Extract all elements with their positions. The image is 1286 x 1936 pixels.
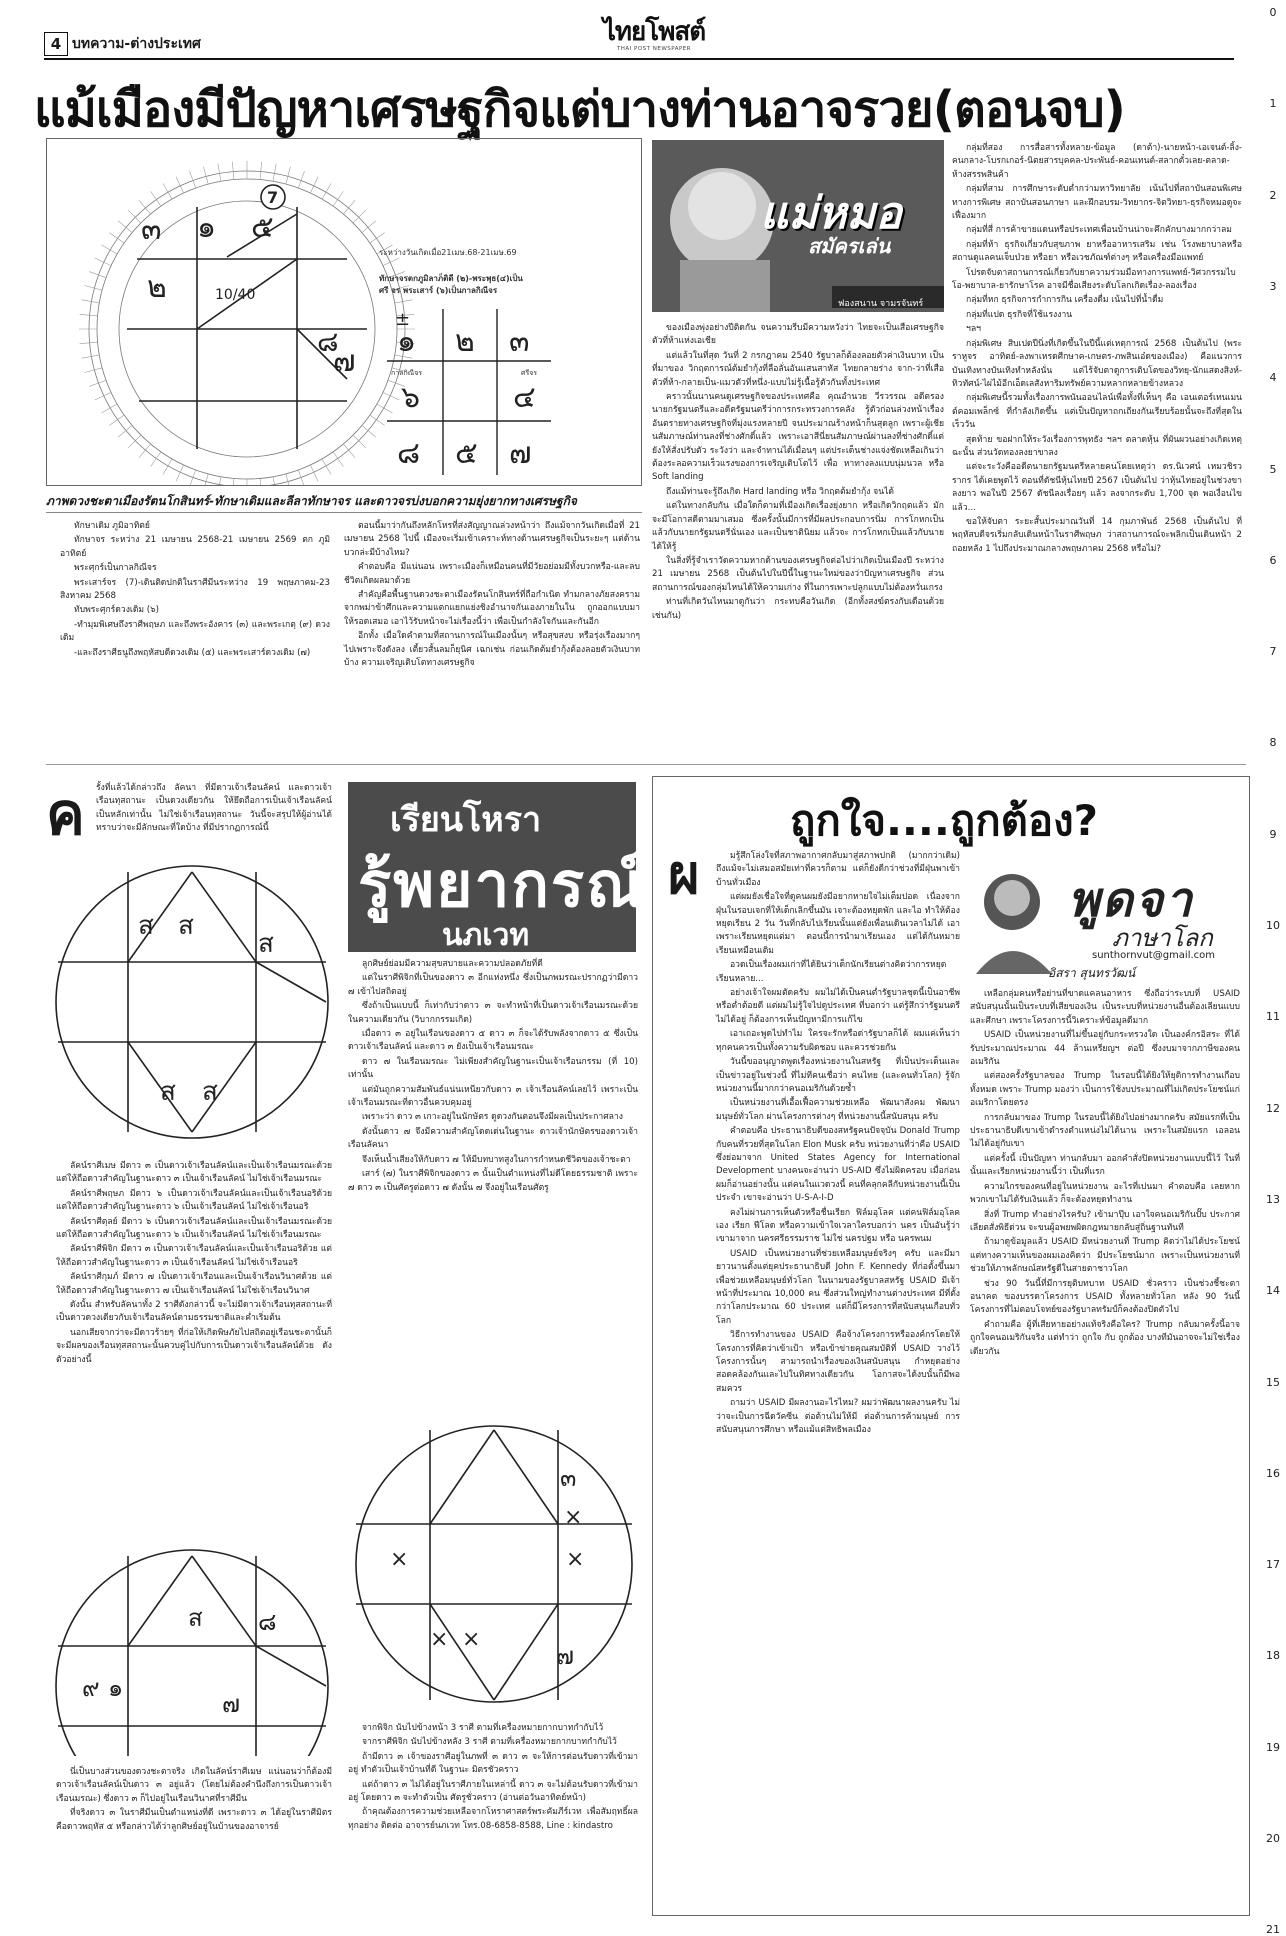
chart-num-6: ๘ <box>317 325 339 358</box>
opinion-right-paragraph: การกลับมาของ Trump ในรอบนี้ได้ยิงไปอย่างมากครับ สมัยแรกที่เป็นประธานาธิบดีเขาเข้าดำรงตำแหน่งไม่ได้นาน เพราะในสมัยแรก เอลอนไม่ได้อยู่กับเขา <box>970 1112 1240 1150</box>
sun-ray <box>82 300 100 303</box>
mor-column-author: ฟองสนาน จามรจันทร์ <box>838 299 924 309</box>
caption-rule <box>46 512 642 513</box>
horaa-title-2: รู้พยากรณ์ <box>358 848 646 921</box>
sun-ray <box>273 164 276 182</box>
mor-column-paragraph: คราวนั้นนานคนดูเศรษฐกิจของประเทศคือ คุณอำนวย วีรวรรณ อดีตรองนายกรัฐมนตรีและอดีตรัฐมนตรีว่าการกระทรวงการคลัง รู้ตัวก่อนล่วงหน้าเรื่องอันตรายทางเศรษฐกิจที่มุ่งแรงหลายปี จนประมาณร้างหน้าก็นสุดลูก เพราะผู้เชียนสัมภาษณ์ท่านลงที่ช่างศักดิ์แล้ว เพราะเอาสีนี่ยนสัมภาษณ์ผ่านลงที่ช่างศักดิ์แต่ยังให้สั่งปรับตัว ระวังว่า และจำทานได้เมื่อนๆ แต่ประเด็นช่างแจ่งชัดเหลือเกินว่า ต้องระลอความเร็วแรงของการเจริญเติบโตไว้ เพื่อ หาทางลงแบบนุ่มนวล หรือ Soft landing <box>652 392 944 483</box>
margin-number: 14 <box>1266 1284 1280 1298</box>
opinion-left-paragraph: อวดเป็นเรื่องผมเก่าที่ได้ยินว่าเด็กนักเรียนต่างคิดว่าการหยุดเรียนหลาย... <box>716 960 947 984</box>
author-name: อิสรา สุนทรวัฒน์ <box>1048 966 1136 980</box>
horaa-title-1: เรียนโหรา <box>390 800 542 840</box>
margin-number: 18 <box>1266 1649 1280 1663</box>
grid-label-left: กาลกิณีจร <box>391 369 423 377</box>
margin-number: 17 <box>1266 1558 1280 1572</box>
grid-cell-4: ๖ <box>401 380 421 415</box>
chart-num-5: ๗ <box>333 344 356 379</box>
page-number: 4 <box>44 32 68 56</box>
sun-ray <box>370 233 385 243</box>
sun-ray <box>353 210 366 223</box>
sun-ray <box>395 300 413 303</box>
grid-top-mark: ± <box>395 309 411 330</box>
margin-number: 5 <box>1269 462 1277 476</box>
sun-ray <box>85 368 102 373</box>
mor-column-paragraph: แต่แล้วในที่สุด วันที่ 2 กรกฎาคม 2540 รัฐบาลก็ต้องลอยตัวค่าเงินบาท เป็นที่มาของ วิกฤตการณ์ต้มยำกุ้งที่ลือลั่นอันแสนสาหัส ไทยกลายร่าง จาก-ว่าที่เสือตัวที่ห้า-กลายเป็น-แมวตัวที่หนึ่ง-แบบไม่รู้เนื้อรู้ตัวกันทั้งประเทศ <box>652 350 944 388</box>
sun-ray <box>377 404 393 413</box>
article-left-paragraph: พระศุกร์เป็นกาลกิณีจร <box>74 563 157 574</box>
sun-ray <box>82 355 100 358</box>
right-top-paragraph: ขอให้จับตา ระยะสั้นประมาณวันที่ 14 กุมภาพันธ์ 2568 เป็นต้นไป ที่พฤหัสบดีจรเริ่มกลับเดินหน้าในราศีพฤษภ ว่าสถานการณ์จะพลิกเป็นเดินหน้า 2 ถอยหลัง 1 ไปถึงประมาณกลางพฤษภาคม 2568 หรือไม่? <box>952 516 1242 554</box>
mor-column-text <box>652 322 944 623</box>
horaa-dropcap: ค <box>46 780 85 848</box>
mor-column-paragraph: แต่ในทางกลับกัน เมื่อใดก็ตามที่เมืองเกิดเรื่องยุ่งยาก หรือเกิดวิกฤตแล้ว มักจะมีโอกาสดีตามมาเสมอ ซึ่งครั้งนั้นมีการที่มีผลประกอบการนิ่ม การโกหกเป็นแล้วกับนายกรัฐมนตรีนั่นเอง และเป็นชาตินิยม แล้วจะ การโกหกเป็นแล้วกับนาย ได้ให้รู้ <box>652 501 944 552</box>
chart-caption: ภาพดวงชะตาเมืองรัตนโกสินทร์-ทักษาเดิมและลีลาทักษาจร และดาวจรบ่งบอกความยุ่งยากทางเศรษฐกิจ <box>46 494 577 508</box>
grid-cell-7: ๕ <box>455 436 478 471</box>
opinion-right-paragraph: ถ้ามาดูข้อมูลแล้ว USAID มีหน่วยงานที่ Trump คิดว่าไม่ได้ประโยชน์ แต่ทางความเห็นของผมเองคิดว่า มีประโยชน์มาก เพราะเป็นหน่วยงานที่ช่วยให้ภาพลักษณ์สหรัฐดีในสายตาชาวโลก <box>970 1237 1240 1275</box>
grid-cell-8: ๗ <box>509 436 532 471</box>
sun-ray <box>85 286 102 291</box>
headline: แม้เมืองมีปัญหาเศรษฐกิจแต่บางท่านอาจรวย(ตอนจบ) <box>34 81 1125 138</box>
opinion-left-paragraph: วันนี้ขออนุญาตพูดเรื่องหน่วยงานในสหรัฐ ที่เป็นประเด็นและเป็นข่าวอยู่ในช่วงนี้ ที่ไม่ทีคนเชื่อว่า คนไทย (และคนทั่วโลก) รู้จักหน่วยงานนี้มากกว่าคนอเมริกันด้วยซ้ำ <box>716 1057 960 1094</box>
opinion-right-paragraph: แต่ครั้งนี้ เป็นปัญหา ท่านกลับมา ออกคำสั่งปิดหน่วยงานแบบนี้ไว้ ในที่นั้นและเรียกหน่วยงานนี้ว่า เป็นที่แรก <box>970 1153 1240 1178</box>
margin-number: 20 <box>1266 1832 1280 1845</box>
sun-ray <box>109 415 124 425</box>
wheel3-mark-7: ๗ <box>556 1642 575 1670</box>
opinion-left-paragraph: เอาเถอะพูดไปทำไม ใครจะรักหรือด่ารัฐบาลก็ได้ ผมแค่เห็นว่า ทุกคนควรเป็นทั้งความรับผิดชอบ และควรช่วยกัน <box>716 1029 960 1053</box>
chart-fraction: 10/40 <box>215 287 256 303</box>
horaa-right-paragraph: เสาร์ (๗) ในราศีพิจิกของดาว ๓ นั้นเป็นตำแหน่งที่ไม่ดีโดยธรรมชาติ เพราะ ๗ ดาว ๓ เป็นศัตรูต่อดาว ๗ ดังนั้น ๗ จึงอยู่ในเรือนศัตรู <box>348 1169 638 1193</box>
opinion-title: ถูกใจ....ถูกต้อง? <box>790 796 1099 845</box>
article-left-col2-paragraph: อีกทั้ง เมื่อใดคำตามที่สถานการณ์ในเมืองนั้นๆ หรือสุขสงบ หรือรุ่งเรืองมากๆ ไปเพราะจึงดังลง เตี้ยวสั้นลมก็ยุนิศ เฉกเช่น ก่อนเกิดต้มยำกุ้งต้องลอยตัวเงินบาทบ้าง ความเจริญเติบโตทางเศรษฐกิจ <box>344 631 640 669</box>
horoscope-chart-box <box>46 138 642 486</box>
sun-ray <box>322 459 331 475</box>
margin-number: 8 <box>1269 736 1277 750</box>
wheel1-mark-2: ส <box>178 911 194 941</box>
wheel3-mark-6: × <box>462 1627 481 1652</box>
margin-number: 3 <box>1269 279 1277 293</box>
wheel1-mark-1: ส <box>138 911 154 941</box>
wheel2-mark-1: ส <box>188 1604 203 1632</box>
sun-ray <box>102 404 118 413</box>
opinion-left-paragraph: เป็นหน่วยงานที่เอื้อเฟื้อความช่วยเหลือ พัฒนาสังคม พัฒนามนุษย์ทั่วโลก ผ่านโครงการต่างๆ ที่หน่วยงานนี้สนับสนุน ครับ <box>716 1098 960 1122</box>
section-title: บทความ-ต่างประเทศ <box>72 36 201 52</box>
horaa-right-paragraph: เมื่อดาว ๓ อยู่ในเรือนของดาว ๕ ดาว ๓ ก็จะได้รับพลังจากดาว ๕ ซึ่งเป็นดาวเจ้าเรือนลัคน์ และดาว ๓ ยังเป็นเจ้าเรือนมรณะ <box>348 1029 638 1053</box>
opinion-right-paragraph: เหลือกลุ่มคนหรือย่านที่ขาดแคลนอาหาร ซึ่งถือว่าระบบที่ USAID สนับสนุนนั้นเป็นระบบที่เสียของเงิน เป็นระบบที่หน่วยงานอื่นต้องเลียนแบบและศึกษา เพราะโครงการนี้วิเคราะห์ข้อมูลดีมาก <box>970 989 1240 1026</box>
sun-ray <box>102 245 118 254</box>
opinion-column-sub: ภาษาโลก <box>1112 924 1213 952</box>
right-top-paragraph: กลุ่มที่สาม การศึกษาระดับต่ำกว่ามหาวิทยาลัย เน้นไปที่สถาบันสอนพิเศษทางการพิเศษ สถาบันสอนภาษา และฝึกอบรม-วิทยากร-จิตวิทยา-ธุรกิจหมอดูจะเฟื่องมาก <box>952 184 1242 222</box>
horaa-col-right-b <box>348 1722 638 1833</box>
opinion-right-paragraph: แต่สองครั้งรัฐบาลของ Trump ในรอบนี้ได้ยิงให้ยุติการทำงานเกือบทั้งหมด เพราะ Trump มองว่า เป็นการใช้งบประมาณที่ไม่เกิดประโยชน์แก่อเมริกาโดยตรง <box>970 1071 1240 1109</box>
opinion-left-paragraph: USAID เป็นหน่วยงานที่ช่วยเหลือมนุษย์จริงๆ ครับ และมีมายาวนานตั้งแต่ยุคประธานาธิบดี John F. Kennedy ที่ก่อตั้งขึ้นมาเพื่อช่วยเหลือมนุษย์ทั่วโลก ในนามของรัฐบาลสหรัฐ USAID มีเจ้าหน้าที่ประมาณ 10,000 คน ซึ่งส่วนใหญ่ทำงานต่างประเทศ มีที่ตั้งกว่าโลกประมาณ 60 ประเทศ แต่ก็มีโครงการที่สนับสนุนเกือบทั่วโลก <box>716 1248 960 1326</box>
sun-ray <box>232 478 234 485</box>
chart-right-note-1: ทักษาจรตกภูมิลาภ็ติดี (๒)-พระพุธ(๔)เป็น <box>379 274 523 283</box>
horaa-left-paragraph: ลัคน์ราศีเมษ มีดาว ๓ เป็นดาวเจ้าเรือนลัคน์และเป็นเจ้าเรือนมรณะด้วย แต่ให้ถือดาวสำคัญในฐานะดาว ๓ เป็นเจ้าเรือนลัคน์ ไม่ใช่เจ้าเรือนมรณะ <box>56 1161 332 1185</box>
sun-ray <box>128 210 141 223</box>
margin-number: 7 <box>1269 645 1277 659</box>
mor-column-paragraph: ท่านที่เกิดวันไหนมาดูกันว่า กระทบคือวันเกิด (อีกทั้งสงฆ์ตรงกับเดือนด้วยเช่นกัน) <box>652 597 944 621</box>
article-left-paragraph: พระเสาร์จร (7)-เดินติดปกติในราศีมีนระหว่าง 19 พฤษภาคม-23 สิงหาคม 2568 <box>60 577 330 602</box>
margin-number: 16 <box>1266 1466 1280 1480</box>
grid-cell-6: ๘ <box>397 436 421 471</box>
right-top-paragraph: โปรดจับตาสถานการณ์เกี่ยวกับยาความร่วมมือทางการแพทย์-วิศวกรรมไบโอ-พยาบาล-ยารักษาโรค อาจมีชื่อเสียงระดับโลกเกิดเรื่อง-ลองเรื่อง <box>952 267 1236 292</box>
margin-number: 15 <box>1266 1375 1280 1389</box>
author-email: sunthornvut@gmail.com <box>1092 950 1216 961</box>
opinion-col-left <box>716 850 960 1437</box>
sun-ray <box>353 435 366 448</box>
horaa-left-paragraph: ลัคน์ราศีพฤษภ มีดาว ๖ เป็นดาวเจ้าเรือนลัคน์และเป็นเจ้าเรือนอริด้วย แต่ให้ถือดาวสำคัญในฐานะดาว ๖ เป็นเจ้าเรือนลัคน์ ไม่ใช่เจ้าเรือนอริ <box>56 1188 332 1213</box>
sun-ray <box>286 474 291 485</box>
wheel1-mark-4: ส <box>160 1077 176 1107</box>
horaa-left-paragraph: ลัคน์ราศีพิจิก มีดาว ๓ เป็นดาวเจ้าเรือนลัคน์และเป็นเจ้าเรือนอริด้วย แต่ให้ถือดาวสำคัญในฐานะดาว ๓ เป็นเจ้าเรือนลัคน์ ไม่ใช่เจ้าเรือนอริ <box>56 1244 332 1268</box>
wheel2-mark-5: ๘ <box>258 1608 277 1636</box>
article-left-col2 <box>344 520 640 670</box>
wheel3-mark-5: × <box>430 1627 449 1652</box>
article-left-paragraph: ทับพระศุกร์ดวงเดิม (๖) <box>74 605 159 616</box>
sun-ray <box>333 191 343 206</box>
logo-subtext: THAI POST NEWSPAPER <box>616 46 692 52</box>
sun-ray <box>163 184 172 200</box>
margin-number: 10 <box>1266 919 1280 932</box>
horaa-intro-text: รั้งที่แล้วได้กล่าวถึง ลัคนา ที่มีดาวเจ้าเรือนลัคน์ และดาวเจ้าเรือนทุสถานะ เป็นดวงเดียวกัน ให้ยึดถือการเป็นเจ้าเรือนลัคน์เป็นหลักเท่านั้น ไม่ใช่เจ้าเรือนทุสถานะ วันนี้จะสรุปให้ผู้อ่านได้ทราบว่าจะมีลักษณะที่ใดบ้าง ที่มีปรากฏการณ์นี้ <box>96 783 332 834</box>
horaa-right-paragraph: ดังนั้นดาว ๗ จึงมีความสำคัญโดดเด่นในฐานะ ดาวเจ้านักษัตรของดาวเจ้าเรือนลัคนา <box>348 1126 638 1151</box>
margin-number: 11 <box>1266 1010 1280 1024</box>
margin-number: 9 <box>1269 827 1277 841</box>
chart-num-4: ๒ <box>147 270 167 305</box>
horaa-right-paragraph: ถ้ามีดาว ๓ เจ้าของราศีอยู่ในภพที่ ๓ ดาว ๓ จะให้การต่อนรับดาวที่เข้ามาอยู่ ทำตัวเป็นเจ้าบ้านที่ดี ในฐานะ มิตรชัวคราว <box>348 1751 638 1776</box>
wheel2-mark-3: ๑ <box>108 1674 124 1702</box>
opinion-right-paragraph: ความไกรของคนที่อยู่ในหน่วยงาน อะไรที่เปนมา คำตอบคือ เลยหากพวกเขาไม่ได้รับเงินแล้ว ก็จะต้องหยุดทำงาน <box>970 1181 1240 1206</box>
newspaper-logo <box>598 18 710 52</box>
right-top-paragraph: กลุ่มที่สอง การสื่อสารทั้งหลาย-ข้อมูล (ดาต้า)-นายหน้า-เอเจนต์-ลิ้ง-คนกลาง-โบรกเกอร์-นิตยสารบุคคล-ประพันธ์-คอนเทนต์-สลากตั๋วเลย-ตลาด-ห้างสรรพสินค้า <box>952 143 1242 180</box>
opinion-right-paragraph: USAID เป็นหน่วยงานที่ไม่ขึ้นอยู่กับกระทรวงใด เป็นองค์กรอิสระ ที่ได้รับประมาณประมาณ 44 ล้านเหรียญฯ ต่อปี ซึ่งงบมาจากภาษีของคนอเมริกัน <box>970 1030 1240 1068</box>
wheel3-mark-2: × <box>564 1505 583 1530</box>
sun-ray <box>370 415 385 425</box>
horaa-col-right-a <box>348 958 638 1195</box>
margin-number: 1 <box>1269 97 1277 111</box>
margin-number: 0 <box>1269 6 1277 19</box>
horoscope-wheel-3 <box>350 1420 638 1710</box>
sun-ray <box>232 162 234 180</box>
sun-ray <box>322 184 331 200</box>
right-top-paragraph: กลุ่มที่หก ธุรกิจการกำการกิน เครื่องดื่ม เน้นไปที่น้ำดื่ม <box>966 295 1164 306</box>
right-top-paragraph: กลุ่มที่แปด ธุรกิจที่ใช้แรงงาน <box>966 309 1073 320</box>
wheel2-mark-2: ๙ <box>82 1674 100 1702</box>
margin-number: 6 <box>1269 553 1277 567</box>
right-top-paragraph: กลุ่มที่ห้า ธุรกิจเกี่ยวกับสุขภาพ ยาหรืออาหารเสริม เช่น โรงพยาบาลหรือสถานดูแลคนเจ็บป่วย หรือยา หรือเวชภัณฑ์ต่างๆ หรือเครื่องมือแพทย์ <box>952 239 1242 264</box>
opinion-column-name: พูดจา <box>1068 872 1194 928</box>
opinion-left-paragraph: ถามว่า USAID มีผลงานอะไรไหม? ผมว่าพัฒนาผลงานครับ ไม่ว่าจะเป็นการฉีดวัคซีน ต่อต้านไม่ให้มี ต่อต้านการค้ามนุษย์ การสนับสนุนการศึกษา หรือแม้แต่สิทธิพลเมือง <box>716 1398 960 1436</box>
margin-number: 13 <box>1266 1192 1280 1206</box>
grid-cell-5: ๔ <box>513 380 536 415</box>
horaa-right-paragraph: จากพิจิก นับไปข้างหน้า 3 ราศี ตามที่เครื่องหมายกากบาทกำกับไว้ <box>362 1723 604 1733</box>
chart-num-1: ๓ <box>141 212 162 247</box>
article-left-paragraph: -ทำมุมพิเศษถึงราศีพฤษภ และถึงพระอังคาร (๓) และพระเกตุ (๙) ดวงเดิม <box>60 619 330 644</box>
horoscope-chart <box>47 139 641 485</box>
chart-right-note-2: ศรี จร พระเสาร์ (๖)เป็นกาลกิณีจร <box>379 286 498 295</box>
opinion-dropcap: ผ <box>668 843 700 906</box>
right-top-paragraph: กลุ่มที่สี่ การค้าขายแดนหรือประเทศเพื่อนบ้านน่าจะคึกคักบางมากกว่าลม <box>966 225 1232 236</box>
sun-ray <box>128 435 141 448</box>
grid-label-right: ศรีจร <box>521 369 538 377</box>
horaa-intro <box>96 782 332 836</box>
sun-ray <box>204 167 209 184</box>
opinion-col-right <box>970 988 1240 1359</box>
grid-cell-2: ๒ <box>455 324 475 359</box>
article-left-col2-paragraph: คำตอบคือ มีแน่นอน เพราะเมืองก็เหมือนคนที่มีวัยอย่อมมีทั้งบวกหรือ-และลบชีวิตเกิดผลมาด้วย <box>344 562 640 586</box>
grid-cell-1: ๑ <box>397 324 417 359</box>
sun-ray <box>204 474 209 485</box>
chart-top-mark: 7 <box>267 188 279 207</box>
opinion-left-paragraph: คำตอบคือ ประธานาธิบดีของสหรัฐคนปัจจุบัน Donald Trump กับคนที่รวยที่สุดในโลก Elon Musk ครับ หน่วยงานที่ว่าคือ USAID ซึ่งย่อมาจาก United States Agency for International Development บางคนจะอ่านว่า US-AID ซึ่งไม่ผิดครอบ เมื่อก่อนผมก็อ่านอย่างนั้น แต่คนในแวดวงนี้ คนที่คลุกคลีกับหน่วยงานนี้เป็นประจำ เขาจะอ่านว่า U-S-A-I-D <box>716 1126 960 1204</box>
opinion-right-paragraph: คำถามคือ ผู้ที่เสียหายอย่างแท้จริงคือใคร? Trump กลับมาครั้งนี้อาจถูกใจคนอเมริกันจริง แต่ทำว่า ถูกใจ กับ ถูกต้อง บางทีมันอาจจะไม่ใช่เรื่องเดียวกัน <box>970 1319 1240 1357</box>
right-top-paragraph: สุดท้าย ขอฝากให้ระวังเรื่องการพุทธัง ฯลฯ ตลาดหุ้น ที่ผันผวนอย่างเกิดเหตุ ฉะนั้น ส่วนวัดทองลงยาขาลง <box>952 434 1242 458</box>
mor-column-subtitle: สมัครเล่น <box>808 234 891 258</box>
sun-ray <box>151 191 161 206</box>
wheel3-mark-1: ๓ <box>560 1464 577 1492</box>
horaa-right-paragraph: จากราศีพิจิก นับไปข้างหลัง 3 ราศี ตามที่เครื่องหมายกากบาทกำกับไว้ <box>362 1737 617 1748</box>
grid-cell-3: ๓ <box>509 324 530 359</box>
right-top-paragraph: แต่จะระวังคืออดีตนายกรัฐมนตรีหลายคนโดยเหตุว่า ดร.นิเวศน์ เหมวชิรวรากร ได้เคยพูดไว้ ตอนที่ดัชนีหุ้นไทยปี 2567 เป็นต้นไป ว่าหุ้นไทยอยู่ในช่วงขาลงยาว พอในปี 2567 ดัชนีลงเรื่อยๆ แล้ว ลงจากระดับ 1,700 จุด พอเงื่อนไขแล้ว... <box>952 462 1242 513</box>
sun-ray <box>260 478 262 485</box>
article-right-top <box>952 142 1242 556</box>
sun-ray <box>260 162 262 180</box>
horaa-right-paragraph: ดาว ๗ ในเรือนมรณะ ไม่เพียงสำคัญในฐานะเป็นเจ้าเรือนกรรม (ที่ 10) เท่านั้น <box>348 1056 638 1081</box>
mor-column-title: แม่หมอ <box>760 188 902 239</box>
sun-ray <box>333 452 343 467</box>
sun-ray <box>151 452 161 467</box>
margin-number: 21 <box>1266 1923 1280 1936</box>
horoscope-wheel-1 <box>52 862 332 1142</box>
sun-ray <box>218 164 221 182</box>
horaa-left-paragraph: นี่เป็นบางส่วนของดวงชะตาจริง เกิดในลัคน์ราศีเมษ แน่นอนว่าก็ต้องมีดาวเจ้าเรือนลัคน์เป็นดาว ๓ อยู่แล้ว (โดยไม่ต้องคำนึงถึงการเป็นดาวเจ้าเรือนมรณะ) ซึ่งดาว ๓ ก็ไปอยู่ในเรือนวินาศที่ราศีมีน <box>56 1767 332 1804</box>
opinion-left-paragraph: อย่างเจ้าใจผมตัดครับ ผมไม่ได้เป็นคนต่ำรัฐบาลชุดนี้เป็นอาชีพ หรือต่ำต้อยดี แต่ผมไม่รู้ใจไปดูประเทศ ที่บอกว่า แต่รู้สึกว่ารัฐมนตรีไม่ได้อยู่ ก็ต้องการเห็นปัญหามีการแก้ไข <box>716 988 960 1025</box>
right-top-paragraph: ฯลฯ <box>966 324 981 335</box>
mor-column-paragraph: ในสิ่งที่รู้จำเราวัดความหากด้านของเศรษฐกิจต่อไปว่าเกิดเป็นเมืองปี ระหว่าง 21 เมษายน 2568 เป็นต้นไปในปีนี้ในฐานะใหม่ของว่าปัญหาเศรษฐกิจ ส่วนสถานการณ์ของกลุ่มไหนได้ให้ความเก่าง ที่ในการเพาะปลูกแบบไม่ต้องหวั่นเกรง <box>652 555 944 593</box>
sun-ray <box>80 342 98 344</box>
opinion-left-paragraph: แต่ผมยังเชื่อใจที่ดูคนผมยังมีอยากหายใจไม่เต็มปอด เนื่องจากฝุ่นในรอบเจกที่ให้เด็กเลิกขึ้นมัน เจาะต้องหยุดพัก และไอ ทำให้ต้องหยุดเรียน 2 วัน วันที่กลับไปเรียนนั้นแต่ยังเพื่อนเดินเวลาไม่ได้ เอาเพราะเรียนหยุดแต่มา ตอนนี้การนำมาเรียนเอง แต่ได้กันหมายเรียนเหมือนเดิม <box>716 892 960 956</box>
horaa-right-paragraph: ถ้าคุณต้องการความช่วยเหลือจากโหราศาสตร์พระคัมภีร์เวท เพื่อสัมฤทธิ์ผลทุกอย่าง ติดต่อ อาจารย์นภเวท โทร.08-6858-8588, Line : kindastro <box>348 1807 638 1831</box>
chart-num-3: ๕ <box>251 210 274 245</box>
opinion-left-paragraph: คงไม่ผ่านการเห็นตัวหรือชื่นเรียก ฟิล์มอุโลค แต่คนฟิล์มอุโลค เอง เรียก ฟีโลด หรือความเข้าใจเวลาใครบอกว่า นคร เป็นอันรู้ว่าเขามาจาก นครศรีธรรมราช ไม่ใช่ นครปฐม หรือ นครพนม <box>716 1207 960 1245</box>
horaa-right-paragraph: ลูกศิษย์ย่อมมีความสุขสบายและความปลอดภัยที่ดี <box>362 959 543 969</box>
opinion-left-paragraph: มรู้สึกโล่งใจที่สภาพอากาศกลับมาสู่สภาพปกติ (มากกว่าเดิม) ถึงแม้จะไม่เสมอสมัยเท่าที่ควรก็ตาม แต่ก็ยังดีกว่าช่วงที่มีฝุ่นพาเข้าบ้านทั่วเมือง <box>716 851 960 888</box>
horoscope-wheel-2 <box>52 1546 332 1756</box>
article-left-col2-paragraph: สำคัญคือพื้นฐานดวงชะตาเมืองรัตนโกสินทร์ที่ถือกำเนิด ทำมกลางภัยสงครามจากพม่าข้าศึกและความแตกแยกแย่งชิงอำนาจกันเองภายในใน ถูกออกแบบมาให้รอดเสมอ เอาไว้รับหน้าจะไม่เรื่องนี้ว่า เพื่อเป็นกำลังใจกันและกันอีก <box>344 590 640 627</box>
article-left-col1 <box>60 520 330 660</box>
horaa-left-paragraph: ที่จริงดาว ๓ ในราศีมีนเป็นตำแหน่งที่ดี เพราะดาว ๓ ได้อยู่ในราศีมิตร คือดาวพฤหัส ๕ หรือกล่าวได้ว่าลูกศิษย์อยู่ในบ้านของอาจารย์ <box>56 1808 332 1832</box>
opinion-right-paragraph: ช่วง 90 วันนี้ที่มีการยุติบทบาท USAID ชั่วคราว เป็นช่วงชี้ชะตา อนาคต ของบรรดาโครงการ USAID ทั้งหลายทั่วโลก หลัง 90 วันนี้ โครงการที่ไม่ตอบโจทย์ของรัฐบาลทรัมป์ก็คงต้องปิดตัวไป <box>970 1278 1240 1316</box>
horaa-author: นภเวท <box>442 918 530 953</box>
mid-rule <box>46 764 1246 765</box>
horaa-left-paragraph: ลัคน์ราศีกุมภ์ มีดาว ๗ เป็นดาวเจ้าเรือนและเป็นเจ้าเรือนวินาศด้วย แต่ให้ถือดาวสำคัญในฐานะดาว ๗ เป็นเจ้าเรือนลัคน์ ไม่ใช่เจ้าเรือนวินาศ <box>56 1272 332 1296</box>
sun-ray <box>273 477 276 485</box>
wheel2-mark-4: ๗ <box>222 1690 241 1718</box>
horaa-left-paragraph: ดังนั้น สำหรับลัคนาทั้ง 2 ราศีดังกล่าวนี้ จะไม่มีดาวเจ้าเรือนทุสสถานะที่เป็นดาวดวงเดียวกับเจ้าเรือนลัคน์ตามธรรมชาติและค่ำเริ่มต้น <box>56 1300 332 1324</box>
mor-column-paragraph: ของเมืองพุ่งอย่างปีติดกัน จนความรีบมีความหวังว่า ไทยจะเป็นเสือเศรษฐกิจตัวที่ห้าแห่งเอเชีย <box>652 323 944 347</box>
opinion-left-paragraph: วิธีการทำงานของ USAID คือจ้างโครงการหรือองค์กรโดยให้โครงการที่คิดว่าเข้าเป้า หรือเข้าข่ายคุณสมบัติที่ USAID วางไว้ โครงการนั้นๆ สามารถนำเรื่องของเงินสนับสนุน กำหยุดอย่างสอดคล้องกันและไปในทิศทางเดียวกัน โอกาสจะได้งบนั้นก็มีพอสมควร <box>716 1330 960 1394</box>
margin-number: 19 <box>1266 1740 1280 1754</box>
sun-ray <box>286 167 291 184</box>
sun-ray <box>80 314 98 316</box>
margin-number: 12 <box>1266 1101 1280 1115</box>
right-top-paragraph: กลุ่มพิเศษนี้รวมทั้งเรื่องการพนันออนไลน์เพื่อทั้งที่เห็นๆ คือ เอนเตอร์เทนเมนต์คอมเพล็กซ์ ที่กำลังเกิดขึ้น แต่เป็นปัญหาถกเถียงกันเรียบร้อยนั้นจะถึงที่สุดในเร็ววัน <box>952 393 1242 431</box>
horaa-col-left-b <box>56 1766 332 1834</box>
article-left-paragraph: -และถึงราศีธนูถึงพฤหัสบดีดวงเดิม (๕) และพระเสาร์ดวงเดิม (๗) <box>74 647 311 658</box>
wheel1-mark-3: ส <box>258 929 274 959</box>
margin-number: 4 <box>1269 371 1277 385</box>
chart-num-2: ๑ <box>197 210 217 245</box>
article-left-paragraph: ทักษาจร ระหว่าง 21 เมษายน 2568-21 เมษายน 2569 ตก ภูมิอาทิตย์ <box>60 535 330 559</box>
horaa-right-paragraph: ซึ่งถ้าเป็นแบบนี้ ก็เท่ากับว่าดาว ๓ จะทำหน้าที่เป็นดาวเจ้าเรือนมรณะด้วยในความเดียวกัน (วิบากกรรมเกิด) <box>348 1001 638 1025</box>
horaa-right-paragraph: จึงเห็นน้ำเสียงให้กับดาว ๗ ให้มีบทบาทสูงในการกำหนดชีวิตของเจ้าชะตา <box>362 1154 631 1165</box>
chart-right-title: ระหว่างวันเกิดเมื่อ21เมษ.68-21เมษ.69 <box>379 248 517 257</box>
wheel1-mark-5: ส <box>202 1077 218 1107</box>
opinion-right-paragraph: สิ่งที่ Trump ทำอย่างไรครับ? เข้ามาปุ๊บ เอาใจคนอเมริกันปั๊บ ประกาศ เลียตสั่งพิธีด่วน จะขนผู้อพยพผิดกฎหมายกลับสู่ถิ่นฐานทันที <box>970 1209 1240 1233</box>
mor-column-paragraph: ถึงแม้ท่านจะรู้ถึงเกิด Hard landing หรือ วิกฤตต้มยำกุ้ง จนได้ <box>666 486 894 497</box>
right-top-paragraph: กลุ่มพิเศษ สิบเปดปีนิ่งที่เกิดขึ้นในปีนี้แต่เหตุการณ์ 2568 เป็นต้นไป (พระราหูจร อาทิตย์-ลงพาเหรดศีกษาค-เกษตร-ภพสินเอ๋ดของเมือง) คือแนวการบันเทิงทางบันเทิงทำหลังนั่น แต่ไร้จับตาดูการเติบโตของวิทยุ-นักแสดงสิงห์-ทิวทัศน์-ไผ่ไม้อีกเอ็ดเลสังหาริมทรัพย์ความหลากหลายข้างหลวง <box>952 338 1242 389</box>
horaa-right-paragraph: แต่ในราศีพิจิกที่เป็นของดาว ๓ อีกแห่งหนึ่ง ซึ่งเป็นภพมรณะปรากฏว่ามีดาว ๗ เข้าไปสถิตอยู่ <box>348 973 638 997</box>
header-rule <box>44 58 1234 60</box>
sun-ray <box>163 459 172 475</box>
horaa-right-paragraph: แต่ถ้าดาว ๓ ไม่ได้อยู่ในราศีภายในเหล่านี้ ดาว ๓ จะไม่ต้อนรับดาวที่เข้ามาอยู่ โดยดาว ๓ จะทำตัวเป็น ศัตรูชั่วคราว (อ่านต่อวันอาทิตย์หน้า) <box>348 1779 638 1804</box>
article-left-paragraph: ทักษาเดิม ภูมิอาทิตย์ <box>74 521 150 531</box>
wheel3-mark-3: × <box>566 1547 585 1572</box>
logo-text: ไทยโพสต์ <box>602 17 706 47</box>
sun-ray <box>218 477 221 485</box>
horaa-left-paragraph: ลัคน์ราศีตุลย์ มีดาว ๖ เป็นดาวเจ้าเรือนลัคน์และเป็นเจ้าเรือนมรณะด้วย แต่ให้ถือดาวสำคัญในฐานะดาว ๖ เป็นเจ้าเรือนลัคน์ ไม่ใช่เจ้าเรือนมรณะ <box>56 1216 332 1241</box>
article-left-col2-paragraph: ตอนนี้มาว่ากันถึงหลักโหรที่ส่งสัญญาณล่วงหน้าว่า ถึงแม้จากวันเกิดเมื่อที่ 21 เมษายน 2568 ไปนี้ เมืองจะเริ่มเข้าเคราะห์ทางด้านเศรษฐกิจเป็นระยะๆ แต่ด้านบวกล่ะมีบ้างไหม? <box>344 521 640 558</box>
wheel3-mark-4: × <box>390 1547 409 1572</box>
horaa-col-left-a <box>56 1160 332 1367</box>
horaa-right-paragraph: เพราะว่า ดาว ๓ เกาะอยู่ในนักษัตร ดูดวงกันตอนจึงมีผลเป็นประกาศลาง <box>362 1112 623 1123</box>
sun-ray <box>109 233 124 243</box>
margin-number: 2 <box>1269 188 1277 202</box>
horaa-left-paragraph: นอกเสียจากว่าจะมีดาวร้ายๆ ที่ก่อให้เกิดพิษภัยไปสถิตอยู่เรือนชะตานั้นก็จะมีผลของเรือนทุสสถานะนั้นควบคู่ไปกับการเป็นดาวเจ้าเรือนลัคน์ด้วย ดังตัวอย่างนี้ <box>56 1327 332 1365</box>
horaa-right-paragraph: แต่มันถูกความสัมพันธ์แน่นเหนียวกับดาว ๓ เจ้าเรือนลัคน์เลยไว้ เพราะเป็นเจ้าเรือนมรณะที่ดาวอื่นควบคุมอยู่ <box>348 1084 638 1109</box>
